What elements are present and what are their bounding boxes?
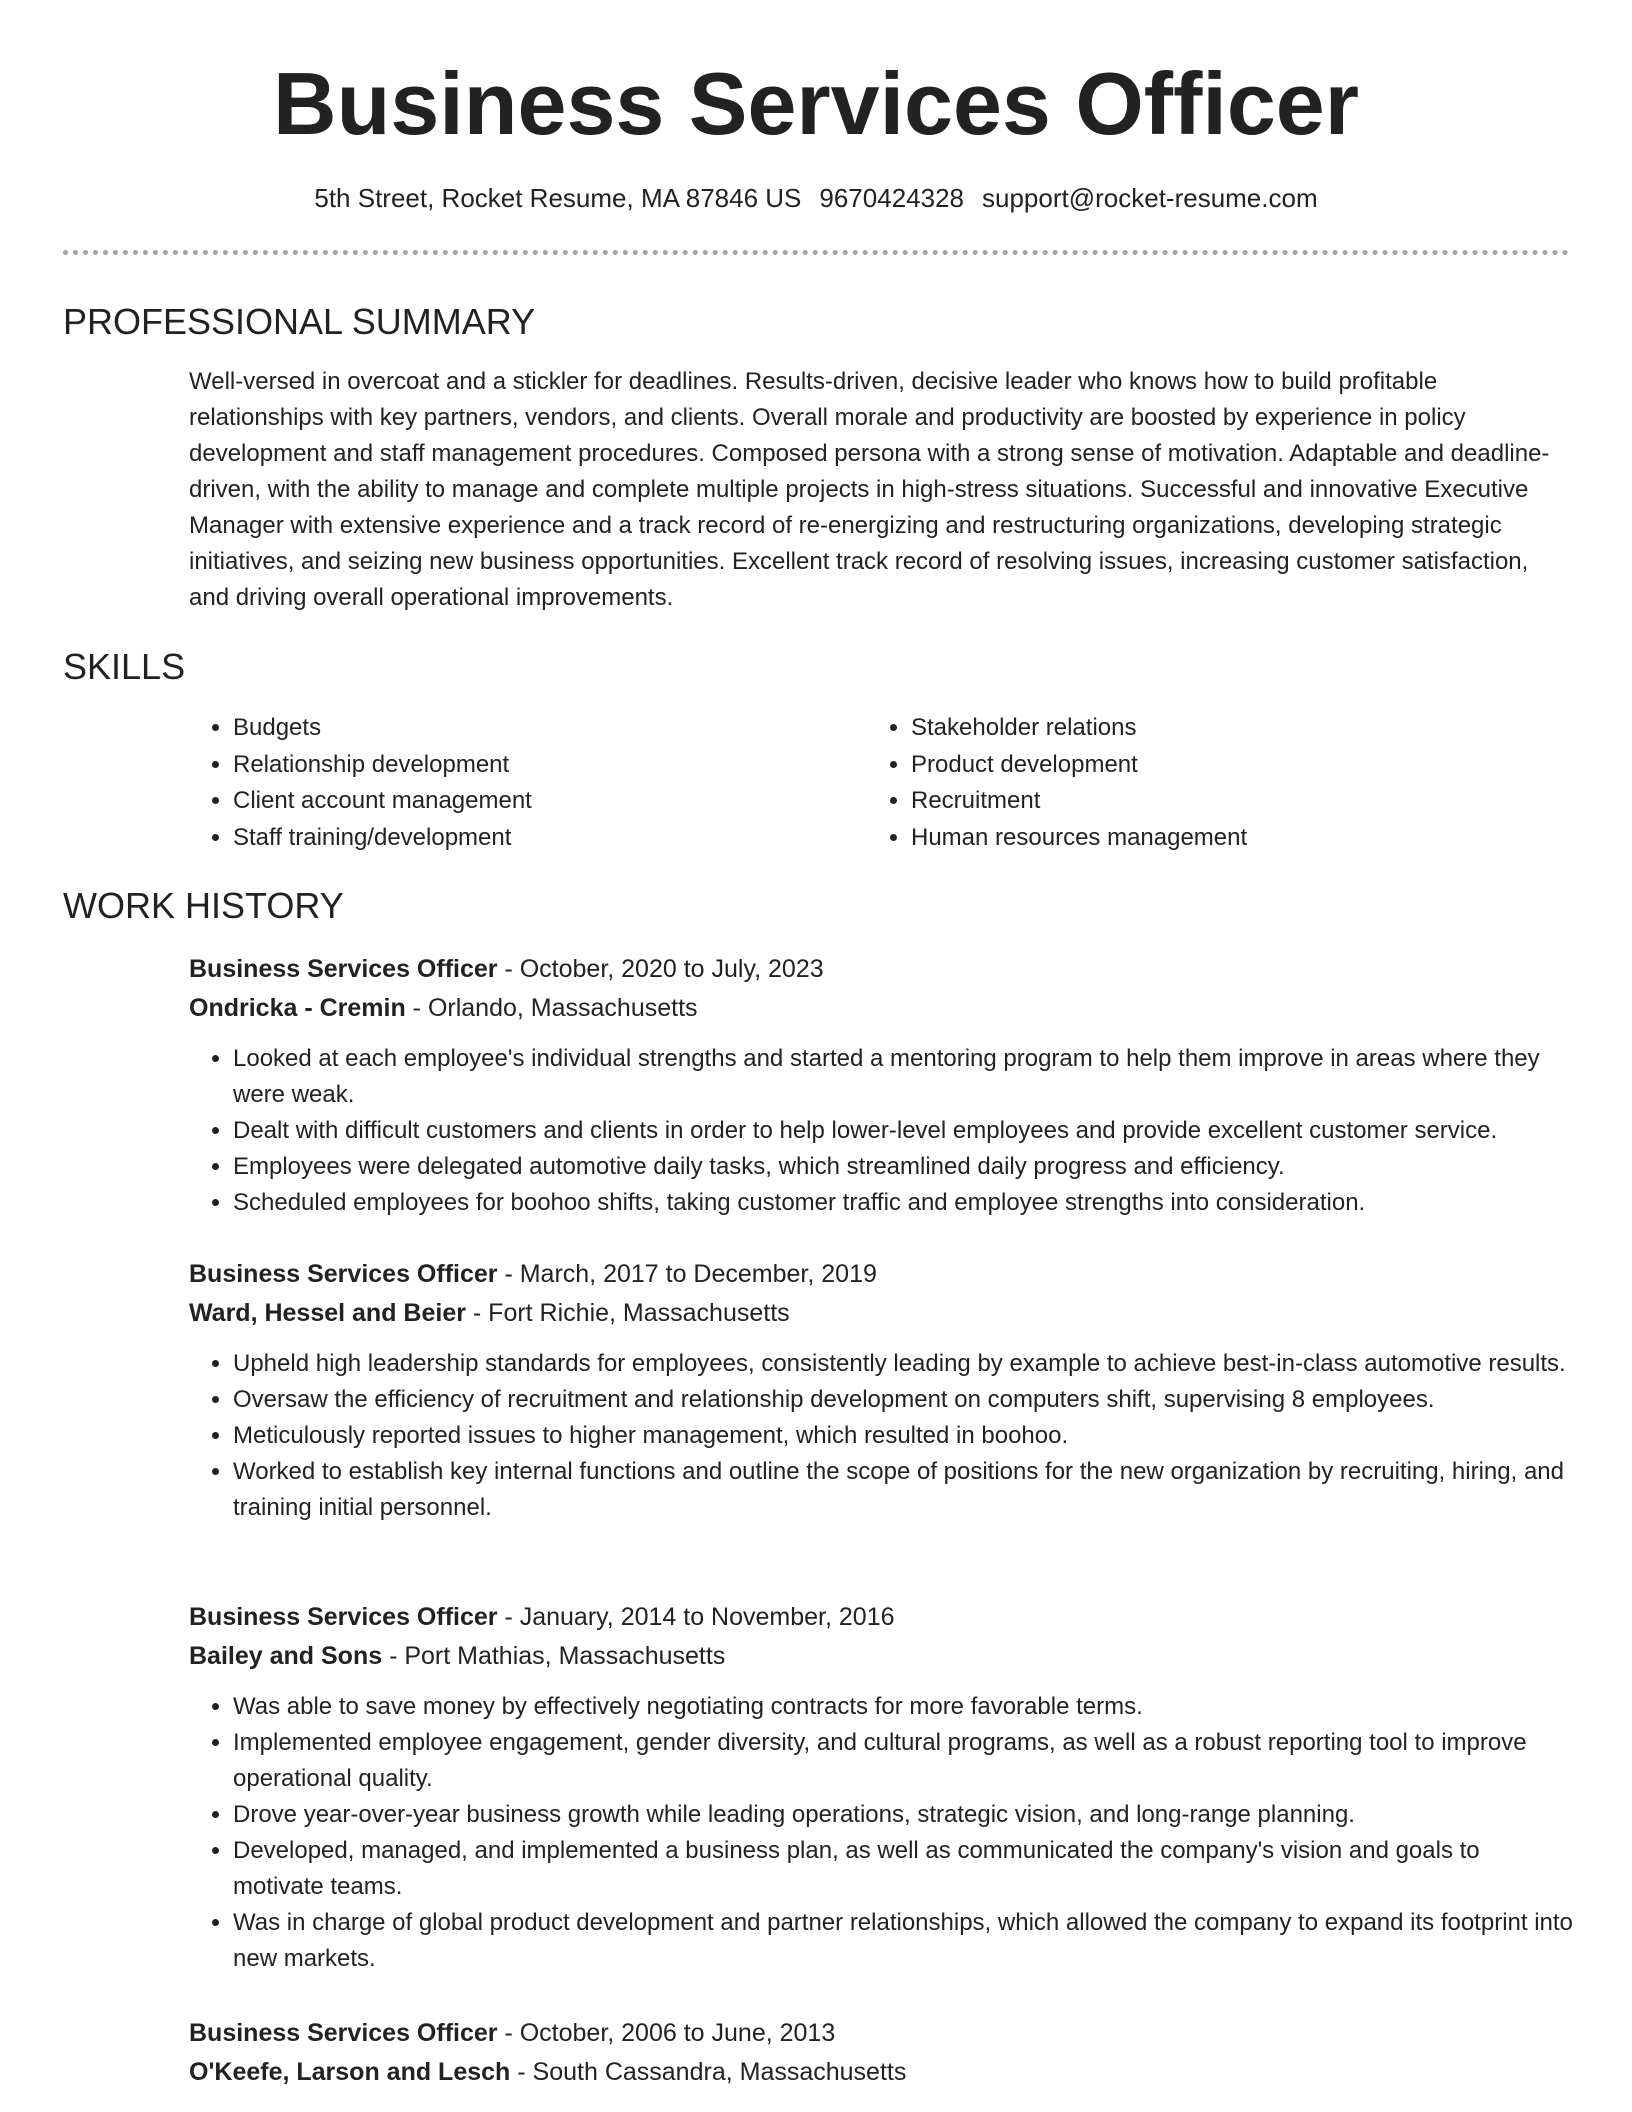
- job-location: - Fort Richie, Massachusetts: [465, 1299, 790, 1327]
- job-entry: [189, 1598, 1574, 1977]
- job-location: - Port Mathias, Massachusetts: [382, 1642, 726, 1670]
- skill-item: • Recruitment: [911, 783, 1247, 820]
- skills-column-right: [867, 710, 1247, 856]
- job-dates: - October, 2020 to July, 2023: [497, 955, 824, 983]
- job-title: Business Services Officer: [189, 2019, 498, 2047]
- job-company-line: [189, 2053, 1574, 2091]
- job-company: O'Keefe, Larson and Lesch: [189, 2058, 511, 2086]
- resume-name-heading: Business Services Officer: [273, 54, 1359, 153]
- contact-phone: 9670424328: [819, 183, 964, 213]
- job-entry: [189, 950, 1574, 1221]
- job-entry: [189, 1255, 1574, 1526]
- job-bullet: • Looked at each employee's individual strengths and started a mentoring program to help them improve in areas where they were weak.: [233, 1041, 1574, 1113]
- contact-line: [0, 180, 1632, 216]
- job-title: Business Services Officer: [189, 1603, 498, 1631]
- job-dates: - October, 2006 to June, 2013: [497, 2019, 836, 2047]
- skill-item: • Staff training/development: [233, 820, 532, 857]
- job-bullet: • Worked to establish key internal functions and outline the scope of positions for the new organization by recruiting, hiring, and training initial personnel.: [233, 1454, 1574, 1526]
- job-company-line: [189, 1294, 1574, 1332]
- job-bullet: • Implemented employee engagement, gender diversity, and cultural programs, as well as a robust reporting tool to improve operational quality.: [233, 1725, 1574, 1797]
- skills-column-left: [189, 710, 532, 856]
- skill-item: • Human resources management: [911, 820, 1247, 857]
- professional-summary-text: Well-versed in overcoat and a stickler for deadlines. Results-driven, decisive leader who knows how to build profitable relationships with key partners, vendors, and clients. Overall morale and productivity are boosted by experience in policy development and staff management procedures. Composed persona with a strong sense of motivation. Adaptable and deadline-driven, with the ability to manage and complete multiple projects in high-stress situations. Successful and innovative Executive Manager with extensive experience and a track record of re-energizing and restructuring organizations, developing strategic initiatives, and seizing new business opportunities. Excellent track record of resolving issues, increasing customer satisfaction, and driving overall operational improvements.: [189, 368, 1550, 611]
- job-dates: - March, 2017 to December, 2019: [497, 1260, 877, 1288]
- skills-heading: SKILLS: [63, 646, 186, 687]
- job-company: Ward, Hessel and Beier: [189, 1299, 466, 1327]
- skill-item: • Relationship development: [233, 747, 532, 784]
- job-title-line: [189, 1255, 1574, 1293]
- skill-item: • Stakeholder relations: [911, 710, 1247, 747]
- job-bullet: • Meticulously reported issues to higher management, which resulted in boohoo.: [233, 1418, 1574, 1454]
- job-location: - Orlando, Massachusetts: [405, 994, 698, 1022]
- job-bullet: • Oversaw the efficiency of recruitment and relationship development on computers shift, supervising 8 employees.: [233, 1382, 1574, 1418]
- job-bullet: • Developed, managed, and implemented a business plan, as well as communicated the company's vision and goals to motivate teams.: [233, 1833, 1574, 1905]
- job-bullet: • Was able to save money by effectively negotiating contracts for more favorable terms.: [233, 1689, 1574, 1725]
- job-company-line: [189, 989, 1574, 1027]
- job-title: Business Services Officer: [189, 955, 498, 983]
- job-title-line: [189, 950, 1574, 988]
- job-dates: - January, 2014 to November, 2016: [497, 1603, 895, 1631]
- job-bullet: • Employees were delegated automotive daily tasks, which streamlined daily progress and efficiency.: [233, 1149, 1574, 1185]
- job-bullet: • Upheld high leadership standards for employees, consistently leading by example to achieve best-in-class automotive results.: [233, 1346, 1574, 1382]
- skill-item: • Budgets: [233, 710, 532, 747]
- job-title-line: [189, 2014, 1574, 2052]
- job-company: Bailey and Sons: [189, 1642, 383, 1670]
- job-bullets: [189, 1346, 1574, 1526]
- header-divider: [63, 250, 1569, 255]
- job-title-line: [189, 1598, 1574, 1636]
- contact-address: 5th Street, Rocket Resume, MA 87846 US: [314, 183, 802, 213]
- contact-email: support@rocket-resume.com: [982, 183, 1318, 213]
- job-bullet: • Was in charge of global product development and partner relationships, which allowed the company to expand its footprint into new markets.: [233, 1905, 1574, 1977]
- skill-item: • Client account management: [233, 783, 532, 820]
- job-company-line: [189, 1637, 1574, 1675]
- job-bullets: [189, 1041, 1574, 1221]
- job-bullet: • Dealt with difficult customers and clients in order to help lower-level employees and provide excellent customer service.: [233, 1113, 1574, 1149]
- job-title: Business Services Officer: [189, 1260, 498, 1288]
- work-history-heading: WORK HISTORY: [63, 885, 344, 926]
- professional-summary-heading: PROFESSIONAL SUMMARY: [63, 301, 536, 342]
- job-bullets: [189, 1689, 1574, 1977]
- job-location: - South Cassandra, Massachusetts: [510, 2058, 907, 2086]
- skill-item: • Product development: [911, 747, 1247, 784]
- job-entry: [189, 2014, 1574, 2091]
- job-bullet: • Scheduled employees for boohoo shifts, taking customer traffic and employee strengths into consideration.: [233, 1185, 1574, 1221]
- job-bullet: • Drove year-over-year business growth while leading operations, strategic vision, and long-range planning.: [233, 1797, 1574, 1833]
- job-company: Ondricka - Cremin: [189, 994, 406, 1022]
